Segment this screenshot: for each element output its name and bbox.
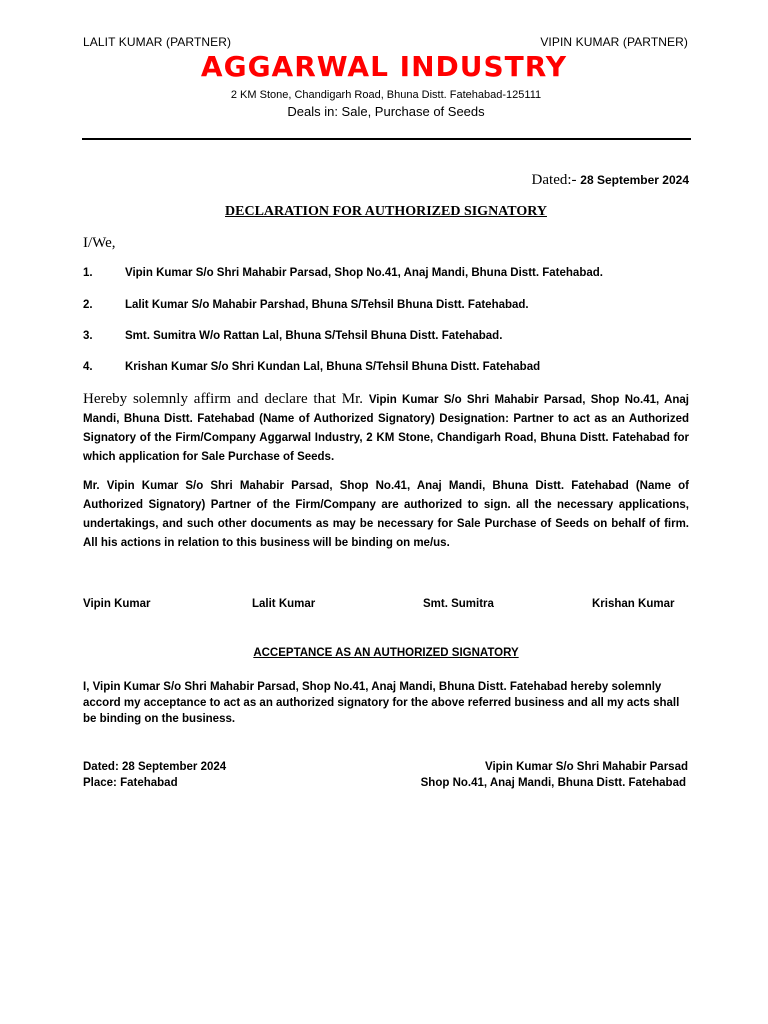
list-item-text: Vipin Kumar S/o Shri Mahabir Parsad, Shop No.41, Anaj Mandi, Bhuna Distt. Fatehabad. [125, 267, 603, 279]
deals-line: Deals in: Sale, Purchase of Seeds [287, 104, 485, 119]
partner-list-item [83, 330, 502, 342]
affirmation-lead: Hereby solemnly affirm and declare that Mr. [83, 391, 369, 407]
list-item-text: Lalit Kumar S/o Mahabir Parshad, Bhuna S/Tehsil Bhuna Distt. Fatehabad. [125, 299, 529, 311]
footer-signatory-address: Shop No.41, Anaj Mandi, Bhuna Distt. Fatehabad [420, 777, 686, 789]
list-item-text: Smt. Sumitra W/o Rattan Lal, Bhuna S/Tehsil Bhuna Distt. Fatehabad. [125, 330, 503, 342]
partner-list-item [83, 299, 529, 311]
affirmation-paragraph [83, 390, 689, 467]
affirmation-body: Vipin Kumar S/o Shri Mahabir Parsad, Shop No.41, Anaj Mandi, Bhuna Distt. Fatehabad (Name of Authorized Signatory) Designation: Partner to act as an Authorized Signatory of the Firm/Company Aggarwal Industry, 2 KM Stone, Chandigarh Road, Bhuna Distt. Fatehabad for which application for Sale Purchase of Seeds. [83, 394, 689, 463]
partner-list-item [83, 361, 540, 373]
dated-label: Dated:- [531, 172, 581, 188]
acceptance-title: ACCEPTANCE AS AN AUTHORIZED SIGNATORY [253, 647, 519, 659]
company-name: AGGARWAL INDUSTRY [200, 50, 568, 83]
list-item-number: 1. [83, 267, 93, 279]
partner-right-label: VIPIN KUMAR (PARTNER) [540, 35, 688, 49]
dated-line [532, 172, 689, 189]
dated-value: 28 September 2024 [580, 173, 689, 187]
authorization-paragraph: Mr. Vipin Kumar S/o Shri Mahabir Parsad, Shop No.41, Anaj Mandi, Bhuna Distt. Fatehabad (Name of Authorized Signatory) Partner of the Firm/Company are authorized to sign. all the necessary applications, undertakings, and such other documents as may be necessary for Sale Purchase of Seeds on behalf of firm. All his actions in relation to this business will be binding on me/us. [83, 480, 689, 549]
footer-signatory-name: Vipin Kumar S/o Shri Mahabir Parsad [484, 761, 688, 773]
footer-place: Place: Fatehabad [83, 777, 178, 789]
list-item-number: 3. [83, 330, 93, 342]
signatory-name: Krishan Kumar [592, 598, 675, 610]
acceptance-paragraph: I, Vipin Kumar S/o Shri Mahabir Parsad, Shop No.41, Anaj Mandi, Bhuna Distt. Fatehabad hereby solemnly accord my acceptance to act as an authorized signatory for the above referred business and all my acts shall be binding on the business. [83, 681, 680, 725]
list-item-number: 2. [83, 299, 93, 311]
partner-left-label: LALIT KUMAR (PARTNER) [83, 35, 232, 49]
company-address: 2 KM Stone, Chandigarh Road, Bhuna Distt. Fatehabad-125111 [230, 89, 542, 101]
header-divider [82, 138, 691, 140]
list-item-text: Krishan Kumar S/o Shri Kundan Lal, Bhuna S/Tehsil Bhuna Distt. Fatehabad [125, 361, 541, 373]
list-item-number: 4. [83, 361, 93, 373]
declaration-title: DECLARATION FOR AUTHORIZED SIGNATORY [225, 204, 547, 219]
partner-list-item [83, 267, 603, 279]
signatory-name: Lalit Kumar [252, 598, 316, 610]
signatory-name: Vipin Kumar [83, 598, 151, 610]
salutation: I/We, [83, 235, 116, 251]
footer-dated: Dated: 28 September 2024 [83, 761, 227, 773]
signatory-name: Smt. Sumitra [423, 598, 494, 610]
